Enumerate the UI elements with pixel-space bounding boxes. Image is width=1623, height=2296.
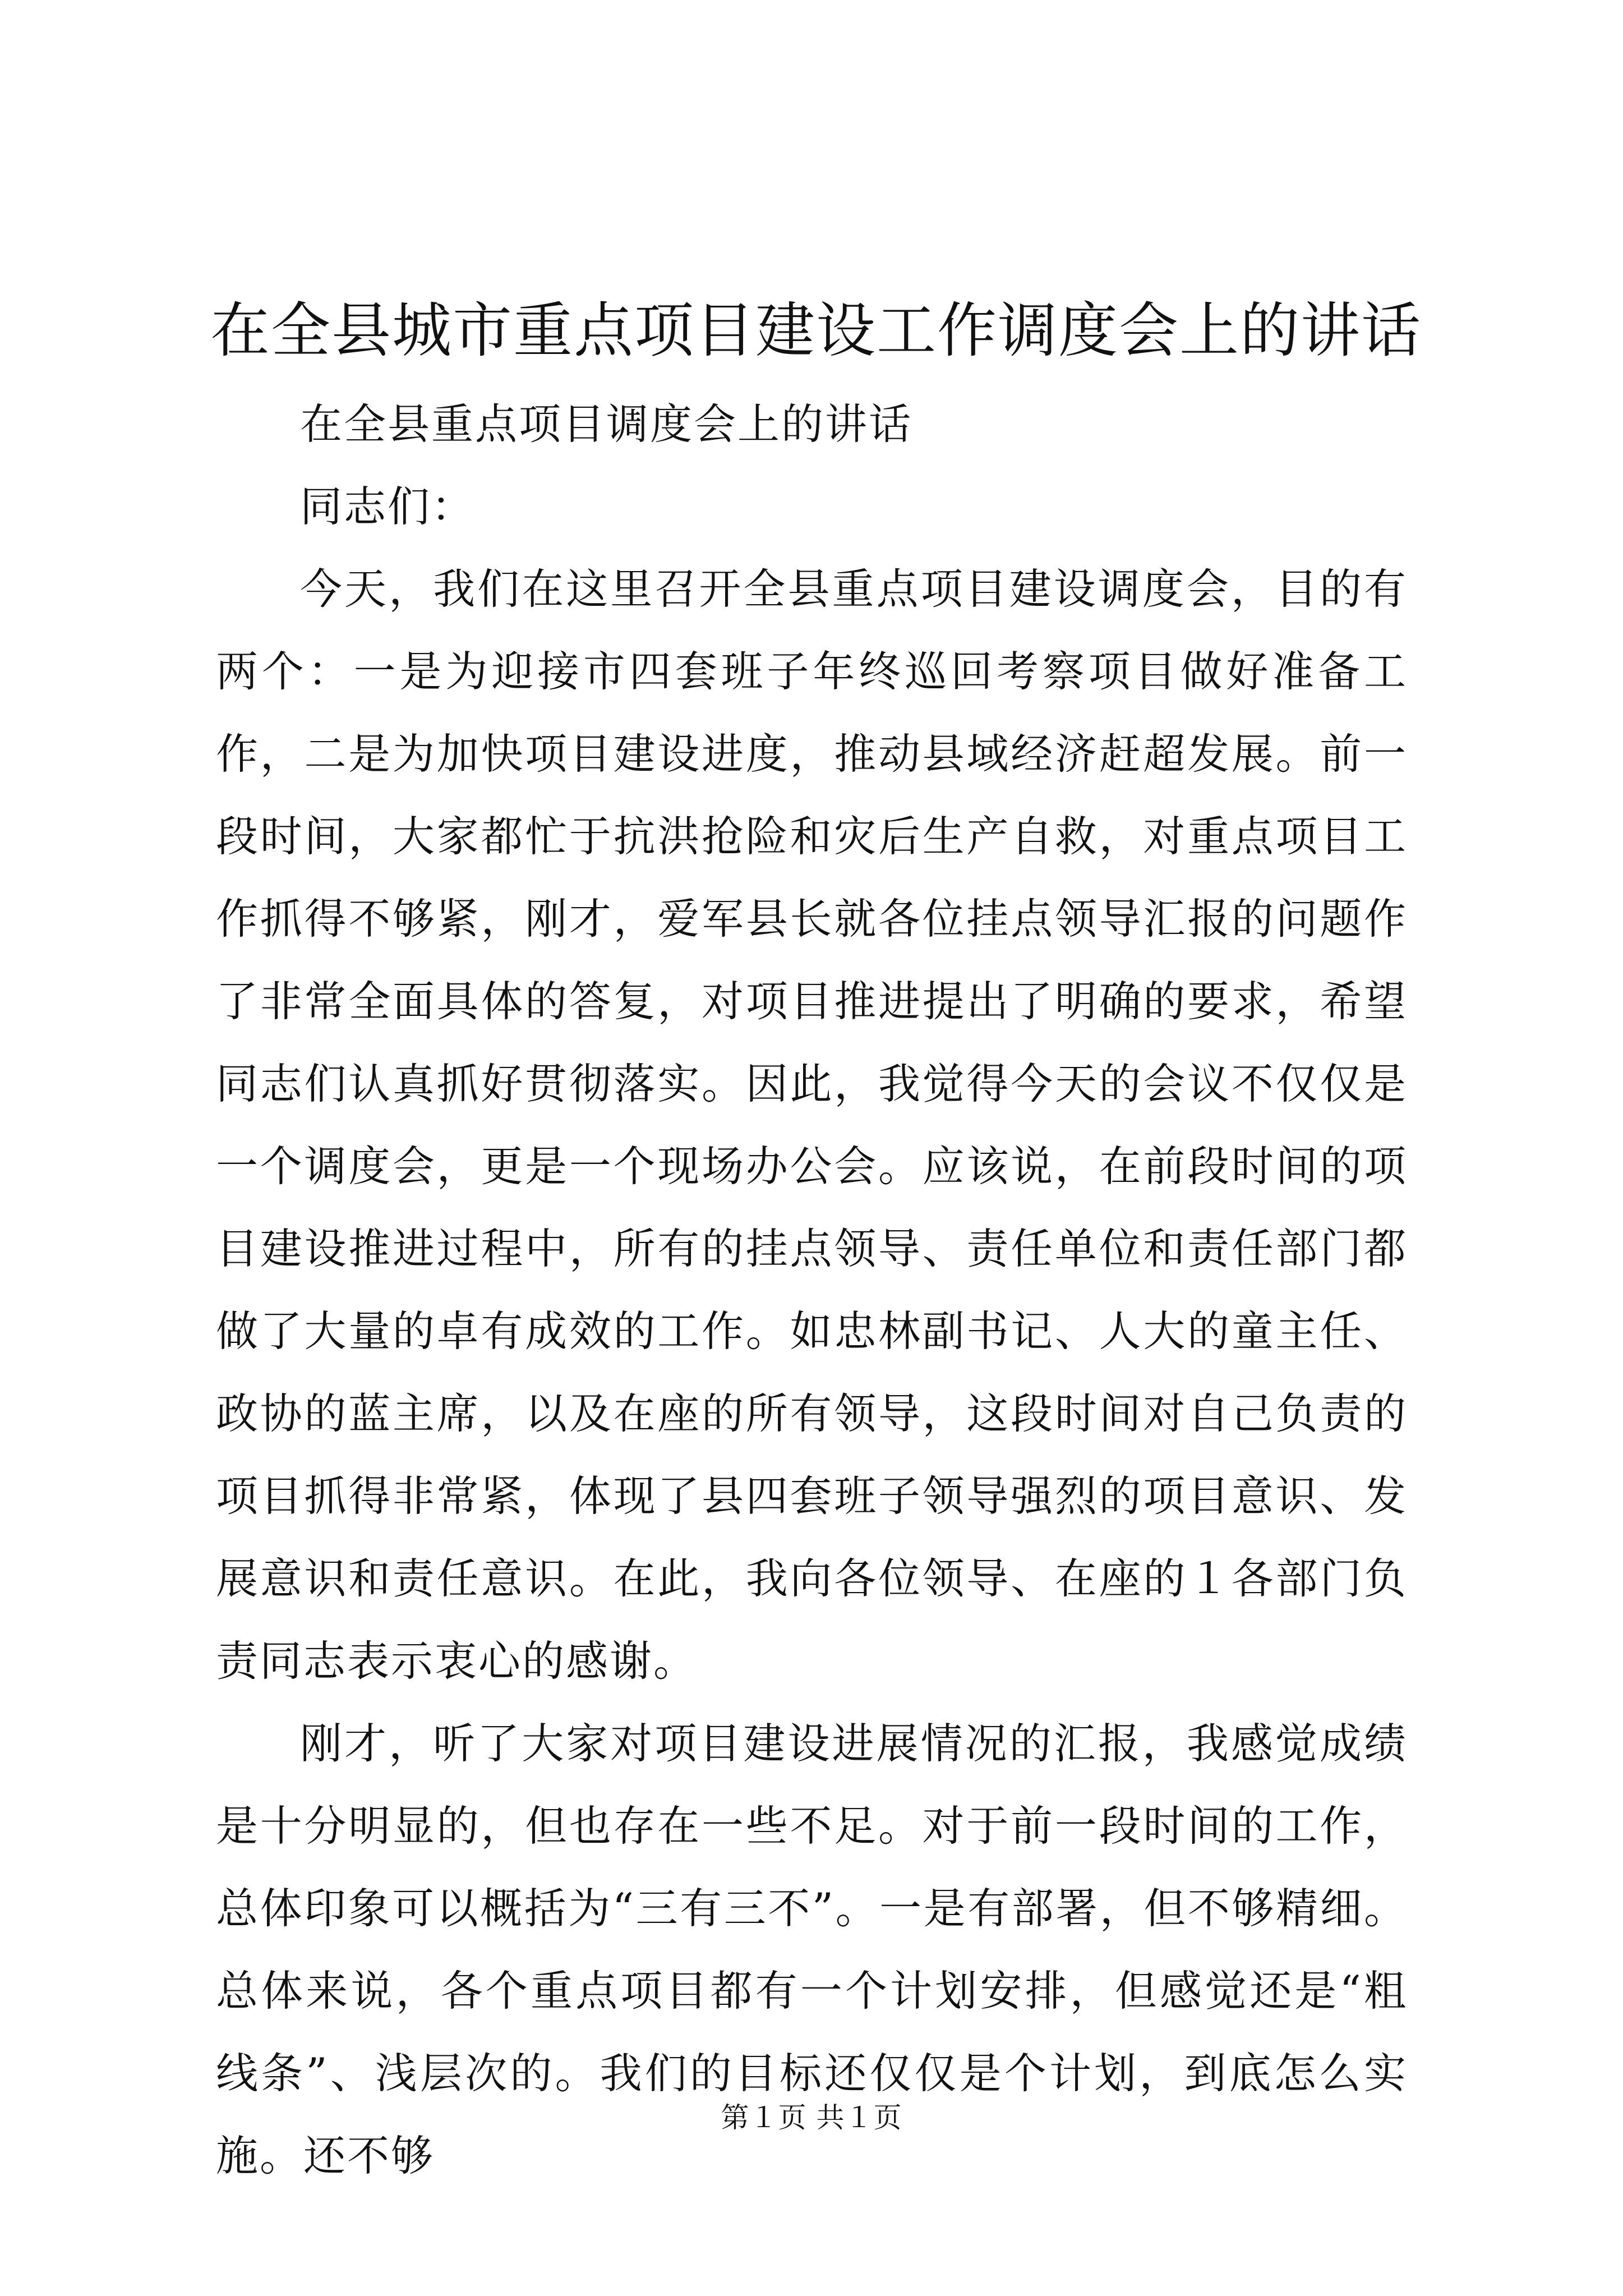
document-body <box>216 383 1408 2197</box>
subtitle-paragraph: 在全县重点项目调度会上的讲话 <box>300 399 913 449</box>
salutation-paragraph: 同志们： <box>300 482 476 531</box>
body-paragraph: 今天，我们在这里召开全县重点项目建设调度会，目的有两个：一是为迎接市四套班子年终巡回考察项目做好准备工作，二是为加快项目建设进度，推动县域经济赶超发展。前一段时间，大家都忙于抗洪抢险和灾后生产自救，对重点项目工作抓得不够紧，刚才，爱军县长就各位挂点领导汇报的问题作了非常全面具体的答复，对项目推进提出了明确的要求，希望同志们认真抓好贯彻落实。因此，我觉得今天的会议不仅仅是一个调度会，更是一个现场办公会。应该说，在前段时间的项目建设推进过程中，所有的挂点领导、责任单位和责任部门都做了大量的卓有成效的工作。如忠林副书记、人大的童主任、政协的蓝主席，以及在座的所有领导，这段时间对自己负责的项目抓得非常紧，体现了县四套班子领导强烈的项目意识、发展意识和责任意识。在此，我向各位领导、在座的１各部门负责同志表示衷心的感谢。 <box>216 564 1408 1686</box>
page-number-footer: 第１页 共１页 <box>721 2101 902 2134</box>
document-title: 在全县城市重点项目建设工作调度会上的讲话 <box>210 296 1422 365</box>
body-paragraph: 刚才，听了大家对项目建设进展情况的汇报，我感觉成绩是十分明显的，但也存在一些不足。对于前一段时间的工作，总体印象可以概括为“三有三不”。一是有部署，但不够精细。总体来说，各个重点项目都有一个计划安排，但感觉还是“粗线条”、浅层次的。我们的目标还仅仅是个计划，到底怎么实施。还不够 <box>216 1719 1408 2180</box>
